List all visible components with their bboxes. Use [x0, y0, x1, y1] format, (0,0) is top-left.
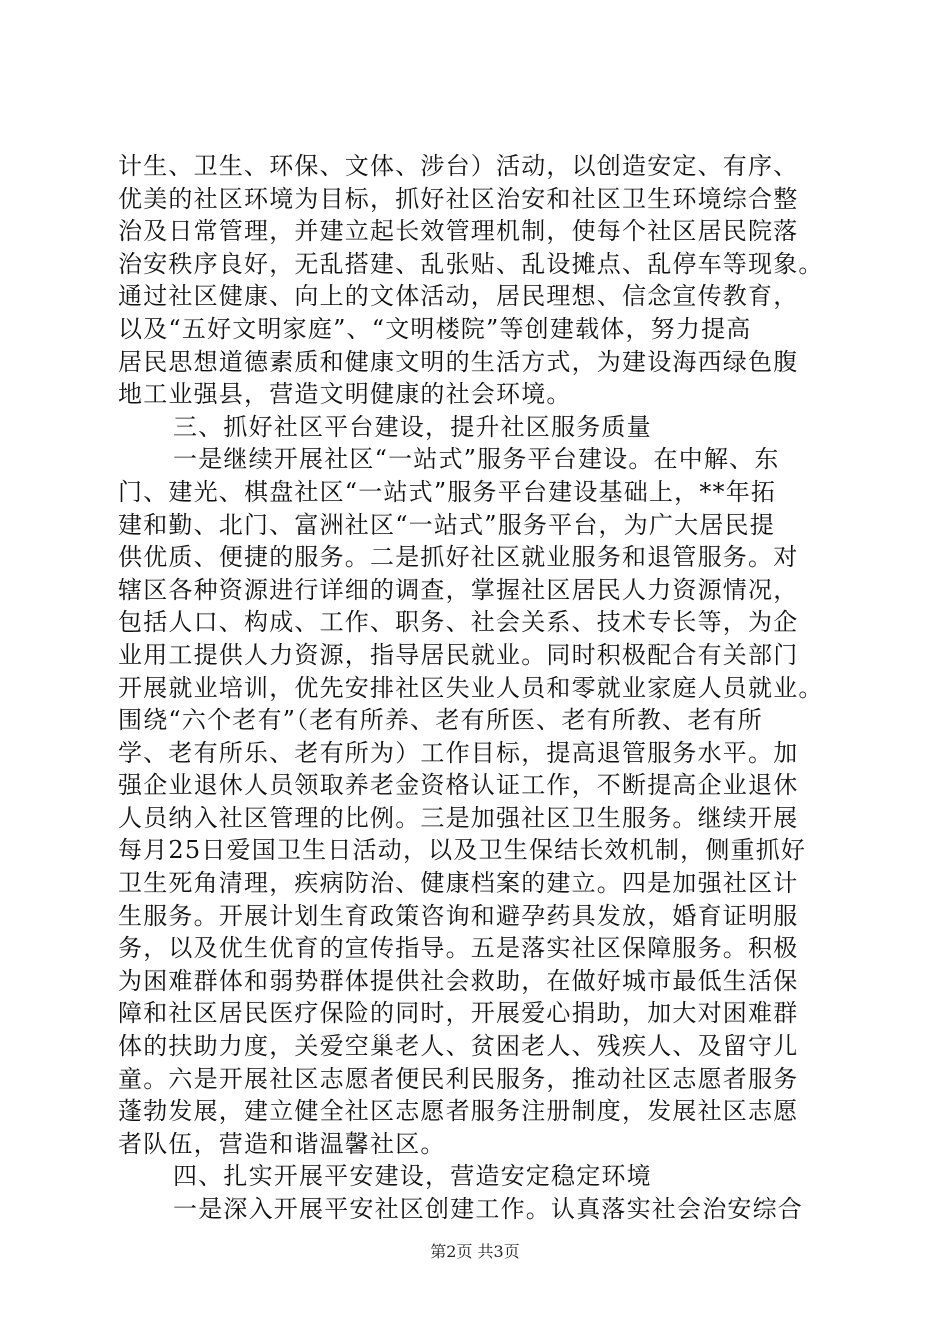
text-line: 围绕“六个老有”（老有所养、老有所医、老有所教、老有所 — [118, 706, 763, 735]
text-line: 学、老有所乐、老有所为）工作目标，提高退管服务水平。加 — [118, 738, 799, 767]
text-line: 者队伍，营造和谐温馨社区。 — [118, 1129, 446, 1158]
paragraph-first-line: 一是继续开展社区“一站式”服务平台建设。在中解、东 — [173, 445, 780, 474]
text-line: 建和勤、北门、富洲社区“一站式”服务平台，为广大居民提 — [118, 510, 775, 539]
paragraph-first-line: 一是深入开展平安社区创建工作。认真落实社会治安综合 — [173, 1195, 803, 1223]
text-line: 障和社区居民医疗保险的同时，开展爱心捐助，加大对困难群 — [118, 999, 799, 1028]
text-line: 卫生死角清理，疾病防治、健康档案的建立。四是加强社区计 — [118, 869, 799, 898]
section-heading: 三、抓好社区平台建设，提升社区服务质量 — [173, 412, 652, 441]
text-line: 门、建光、棋盘社区“一站式”服务平台建设基础上，**年拓 — [118, 477, 777, 506]
text-line: 开展就业培训，优先安排社区失业人员和零就业家庭人员就业。 — [118, 673, 824, 702]
text-line: 每月25日爱国卫生日活动，以及卫生保结长效机制，侧重抓好 — [118, 836, 807, 865]
text-line: 以及“五好文明家庭”、“文明楼院”等创建载体，努力提高 — [118, 314, 752, 343]
page-number-footer: 第2页 共3页 — [430, 1242, 520, 1261]
text-line: 辖区各种资源进行详细的调查，掌握社区居民人力资源情况， — [118, 575, 799, 604]
text-line: 业用工提供人力资源，指导居民就业。同时积极配合有关部门 — [118, 640, 799, 669]
text-line: 蓬勃发展，建立健全社区志愿者服务注册制度，发展社区志愿 — [118, 1097, 799, 1126]
text-line: 计生、卫生、环保、文体、涉台）活动，以创造安定、有序、 — [118, 152, 799, 180]
section-heading: 四、扎实开展平安建设，营造安定稳定环境 — [173, 1162, 652, 1191]
text-line: 居民思想道德素质和健康文明的生活方式，为建设海西绿色腹 — [118, 347, 799, 376]
text-line: 体的扶助力度，关爱空巢老人、贫困老人、残疾人、及留守儿 — [118, 1032, 799, 1061]
text-line: 强企业退休人员领取养老金资格认证工作，不断提高企业退休 — [118, 771, 799, 800]
text-line: 务，以及优生优育的宣传指导。五是落实社区保障服务。积极 — [118, 934, 799, 963]
text-line: 童。六是开展社区志愿者便民利民服务，推动社区志愿者服务 — [118, 1064, 799, 1093]
text-line: 优美的社区环境为目标，抓好社区治安和社区卫生环境综合整 — [118, 184, 799, 213]
text-line: 治及日常管理，并建立起长效管理机制，使每个社区居民院落 — [118, 217, 799, 246]
text-line: 包括人口、构成、工作、职务、社会关系、技术专长等，为企 — [118, 608, 799, 637]
text-line: 为困难群体和弱势群体提供社会救助，在做好城市最低生活保 — [118, 966, 799, 995]
text-line: 生服务。开展计划生育政策咨询和避孕药具发放，婚育证明服 — [118, 901, 799, 930]
text-line: 地工业强县，营造文明健康的社会环境。 — [118, 380, 572, 409]
text-line: 供优质、便捷的服务。二是抓好社区就业服务和退管服务。对 — [118, 543, 799, 572]
text-line: 通过社区健康、向上的文体活动，居民理想、信念宣传教育， — [118, 282, 799, 311]
text-line: 治安秩序良好，无乱搭建、乱张贴、乱设摊点、乱停车等现象。 — [118, 249, 824, 278]
text-line: 人员纳入社区管理的比例。三是加强社区卫生服务。继续开展 — [118, 803, 799, 832]
document-body — [118, 150, 843, 1226]
